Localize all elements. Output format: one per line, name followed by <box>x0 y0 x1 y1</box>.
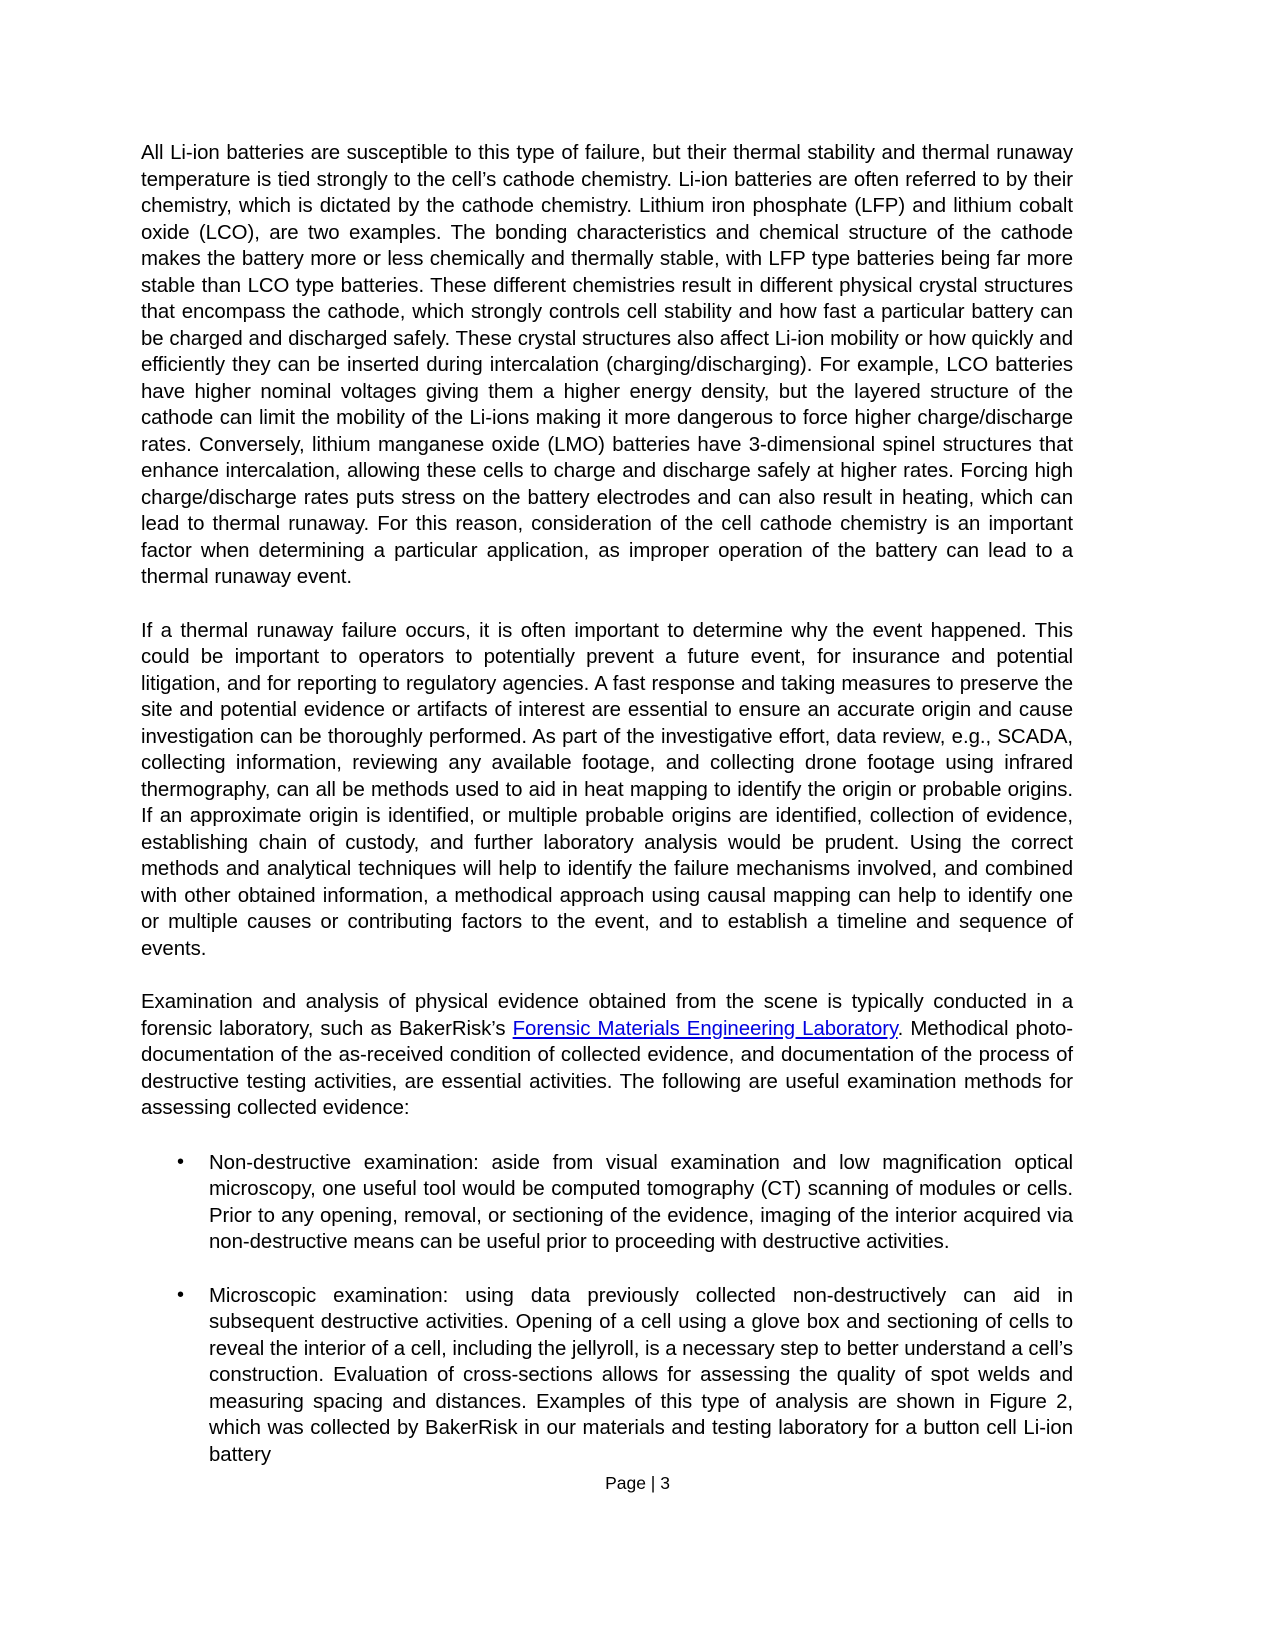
forensic-materials-engineering-laboratory-link[interactable]: Forensic Materials Engineering Laboratory <box>512 1017 898 1040</box>
paragraph-investigation: If a thermal runaway failure occurs, it is often important to determine why the event happened. This could be important to operators to potentially prevent a future event, for insurance and potential litigation, and for reporting to regulatory agencies. A fast response and taking measures to preserve the site and potential evidence or artifacts of interest are essential to ensure an accurate origin and cause investigation can be thoroughly performed. As part of the investigative effort, data review, e.g., SCADA, collecting information, reviewing any available footage, and collecting drone footage using infrared thermography, can all be methods used to aid in heat mapping to identify the origin or probable origins. If an approximate origin is identified, or multiple probable origins are identified, collection of evidence, establishing chain of custody, and further laboratory analysis would be prudent. Using the correct methods and analytical techniques will help to identify the failure mechanisms involved, and combined with other obtained information, a methodical approach using causal mapping can help to identify one or multiple causes or contributing factors to the event, and to establish a timeline and sequence of events. <box>141 619 1073 960</box>
paragraph-forensic-lab <box>141 989 1073 1122</box>
page-content <box>141 140 1073 1468</box>
list-item-text-non-destructive: Non-destructive examination: aside from visual examination and low magnification optical microscopy, one useful tool would be computed tomography (CT) scanning of modules or cells. Prior to any opening, removal, or sectioning of the evidence, imaging of the interior acquired via non-destructive means can be useful prior to proceeding with destructive activities. <box>209 1151 1073 1253</box>
list-item <box>141 1283 1073 1469</box>
examination-methods-list <box>141 1150 1073 1469</box>
list-item-text-microscopic: Microscopic examination: using data previously collected non-destructively can aid in subsequent destructive activities. Opening of a cell using a glove box and sectioning of cells to reveal the interior of a cell, including the jellyroll, is a necessary step to better understand a cell’s construction. Evaluation of cross-sections allows for assessing the quality of spot welds and measuring spacing and distances. Examples of this type of analysis are shown in Figure 2, which was collected by BakerRisk in our materials and testing laboratory for a button cell Li-ion battery <box>209 1284 1073 1466</box>
bullet-point-icon: • <box>177 1150 184 1173</box>
list-item <box>141 1150 1073 1256</box>
paragraph-forensic-lab-after-link: . Methodical photo-documentation of the as-received condition of collected evidence, and documentation of the process of destructive testing activities, are essential activities. The following are useful examination methods for assessing collected evidence: <box>141 1017 1074 1119</box>
bullet-point-icon: • <box>177 1283 184 1306</box>
paragraph-chemistry-overview: All Li-ion batteries are susceptible to this type of failure, but their thermal stability and thermal runaway temperature is tied strongly to the cell’s cathode chemistry. Li-ion batteries are often referred to by their chemistry, which is dictated by the cathode chemistry. Lithium iron phosphate (LFP) and lithium cobalt oxide (LCO), are two examples. The bonding characteristics and chemical structure of the cathode makes the battery more or less chemically and thermally stable, with LFP type batteries being far more stable than LCO type batteries. These different chemistries result in different physical crystal structures that encompass the cathode, which strongly controls cell stability and how fast a particular battery can be charged and discharged safely. These crystal structures also affect Li-ion mobility or how quickly and efficiently they can be inserted during intercalation (charging/discharging). For example, LCO batteries have higher nominal voltages giving them a higher energy density, but the layered structure of the cathode can limit the mobility of the Li-ions making it more dangerous to force higher charge/discharge rates. Conversely, lithium manganese oxide (LMO) batteries have 3-dimensional spinel structures that enhance intercalation, allowing these cells to charge and discharge safely at higher rates. Forcing high charge/discharge rates puts stress on the battery electrodes and can also result in heating, which can lead to thermal runaway. For this reason, consideration of the cell cathode chemistry is an important factor when determining a particular application, as improper operation of the battery can lead to a thermal runaway event. <box>141 142 1073 588</box>
paragraph-forensic-lab-before-link: Examination and analysis of physical evidence obtained from the scene is typically conducted in a forensic laboratory, such as BakerRisk’s <box>141 991 1073 1040</box>
page-number-footer: Page | 3 <box>605 1473 670 1493</box>
